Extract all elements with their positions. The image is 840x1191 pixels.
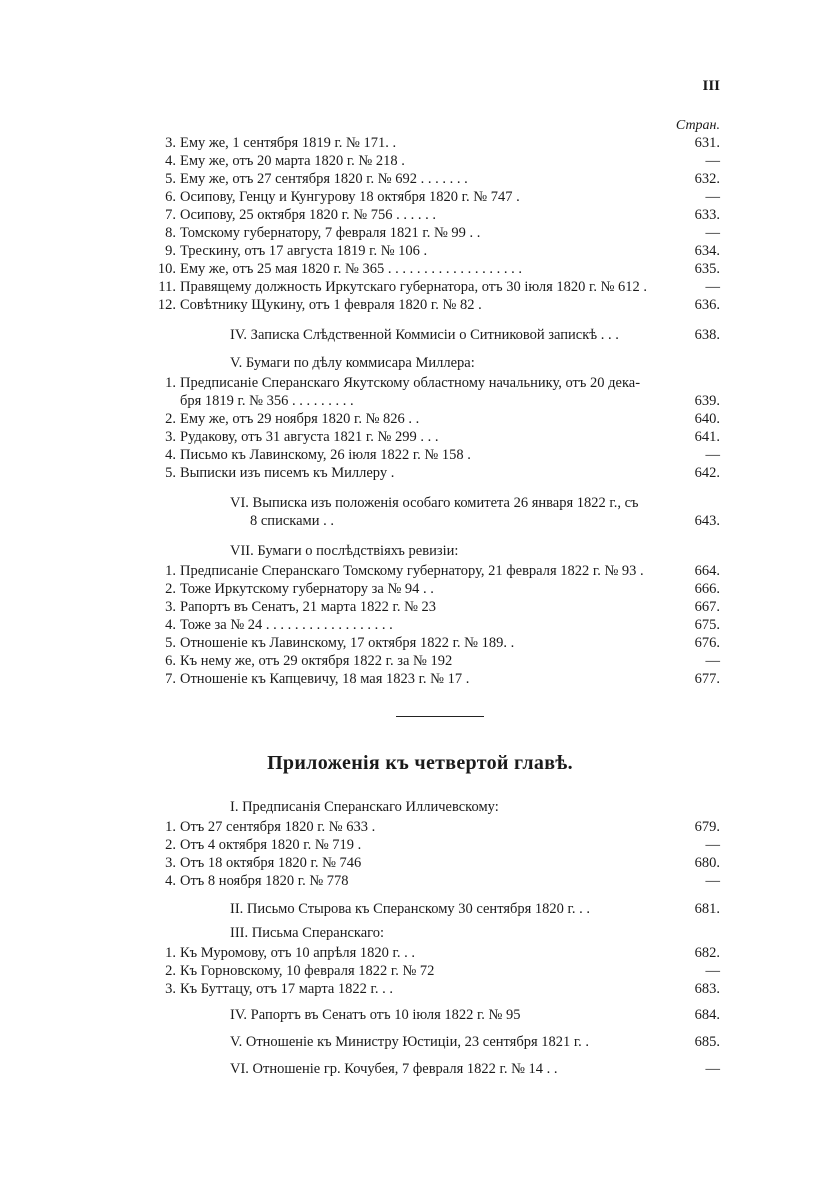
toc-entry [150, 818, 720, 836]
entry-page: 639. [694, 393, 720, 409]
entry-number: 12. [157, 297, 176, 313]
toc-entry [150, 446, 720, 464]
section-title: I. Предписанія Сперанскаго Илличевскому: [230, 799, 499, 815]
entry-page: — [705, 225, 720, 241]
toc-entry [150, 464, 720, 482]
entry-text: Отъ 18 октября 1820 г. № 746 [180, 855, 362, 871]
entry-number: 5. [165, 635, 176, 651]
entry-number: 3. [165, 135, 176, 151]
toc-ch4-vi [150, 1060, 720, 1078]
entry-page: — [705, 153, 720, 169]
entry-number: 10. [157, 261, 176, 277]
toc-entry [150, 580, 720, 598]
toc-entry [150, 562, 720, 580]
toc-entry [150, 944, 720, 962]
entry-number: 2. [165, 963, 176, 979]
page-number: III [702, 78, 720, 94]
section-title: II. Письмо Стырова къ Сперанскому 30 сентября 1820 г. . . [230, 901, 590, 917]
entry-page: — [705, 189, 720, 205]
toc-entry [150, 374, 720, 392]
entry-page: — [705, 279, 720, 295]
toc-entry [150, 634, 720, 652]
toc-entry [150, 428, 720, 446]
entry-number: 2. [165, 411, 176, 427]
entry-text: Отъ 4 октября 1820 г. № 719 . [180, 837, 362, 853]
entry-page: 684. [694, 1007, 720, 1023]
entry-number: 3. [165, 599, 176, 615]
toc-entry [150, 260, 720, 278]
entry-page: 679. [694, 819, 720, 835]
entry-page: 636. [694, 297, 720, 313]
entry-number: 3. [165, 855, 176, 871]
entry-page: — [705, 1061, 720, 1077]
entry-text: Осипову, Генцу и Кунгурову 18 октября 1820 г. № 747 . [180, 189, 520, 205]
entry-text: Ему же, 1 сентября 1819 г. № 171. . [180, 135, 397, 151]
entry-page: 681. [694, 901, 720, 917]
section-title-continued: 8 списками . . [250, 513, 334, 529]
entry-page: 633. [694, 207, 720, 223]
entry-text: Отъ 8 ноября 1820 г. № 778 [180, 873, 349, 889]
entry-number: 2. [165, 837, 176, 853]
toc-entry [150, 134, 720, 152]
entry-number: 3. [165, 981, 176, 997]
entry-page: 643. [694, 513, 720, 529]
entry-number: 8. [165, 225, 176, 241]
entry-text: бря 1819 г. № 356 . . . . . . . . . [180, 393, 354, 409]
entry-number: 3. [165, 429, 176, 445]
toc-section-v-heading [150, 354, 720, 372]
entry-page: — [705, 837, 720, 853]
entry-number: 6. [165, 189, 176, 205]
entry-page: 634. [694, 243, 720, 259]
toc-entry [150, 170, 720, 188]
entry-number: 9. [165, 243, 176, 259]
entry-number: 1. [165, 563, 176, 579]
section-divider [396, 716, 484, 717]
entry-page: 632. [694, 171, 720, 187]
section-title: IV. Записка Слѣдственной Коммисіи о Ситниковой запискѣ . . . [230, 327, 619, 343]
entry-page: 635. [694, 261, 720, 277]
toc-ch4-iii-heading [150, 924, 720, 942]
entry-text: Тоже Иркутскому губернатору за № 94 . . [180, 581, 434, 597]
entry-page: 675. [694, 617, 720, 633]
entry-text: Отношеніе къ Лавинскому, 17 октября 1822 г. № 189. . [180, 635, 515, 651]
entry-number: 6. [165, 653, 176, 669]
toc-entry [150, 616, 720, 634]
entry-number: 1. [165, 819, 176, 835]
entry-number: 5. [165, 171, 176, 187]
entry-text: Тоже за № 24 . . . . . . . . . . . . . . . . . . [180, 617, 393, 633]
entry-text: Предписаніе Сперанскаго Томскому губернатору, 21 февраля 1822 г. № 93 . [180, 563, 644, 579]
entry-text: Осипову, 25 октября 1820 г. № 756 . . . . . . [180, 207, 436, 223]
entry-text: Ему же, отъ 27 сентября 1820 г. № 692 . . . . . . . [180, 171, 468, 187]
entry-text: Отношеніе къ Капцевичу, 18 мая 1823 г. № 17 . [180, 671, 470, 687]
toc-section-iv [150, 326, 720, 344]
entry-page: — [705, 873, 720, 889]
toc-entry [150, 392, 720, 410]
entry-text: Совѣтнику Щукину, отъ 1 февраля 1820 г. № 82 . [180, 297, 482, 313]
entry-page: 683. [694, 981, 720, 997]
entry-page: 641. [694, 429, 720, 445]
chapter-title: Приложенія къ четвертой главѣ. [267, 752, 573, 774]
toc-ch4-iv [150, 1006, 720, 1024]
entry-text: Отъ 27 сентября 1820 г. № 633 . [180, 819, 376, 835]
toc-entry [150, 962, 720, 980]
entry-number: 4. [165, 153, 176, 169]
page-column-header: Стран. [675, 118, 720, 133]
section-title: III. Письма Сперанскаго: [230, 925, 385, 941]
toc-entry [150, 206, 720, 224]
entry-text: Ему же, отъ 25 мая 1820 г. № 365 . . . . . . . . . . . . . . . . . . . [180, 261, 523, 277]
entry-page: 677. [694, 671, 720, 687]
entry-page: 667. [694, 599, 720, 615]
toc-ch4-i-heading [150, 798, 720, 816]
entry-number: 5. [165, 465, 176, 481]
toc-section-vii-heading [150, 542, 720, 560]
entry-text: Рапортъ въ Сенатъ, 21 марта 1822 г. № 23 [180, 599, 437, 615]
entry-text: Къ Муромову, отъ 10 апрѣля 1820 г. . . [180, 945, 415, 961]
entry-number: 4. [165, 447, 176, 463]
entry-text: Томскому губернатору, 7 февраля 1821 г. № 99 . . [180, 225, 481, 241]
entry-number: 4. [165, 617, 176, 633]
entry-number: 4. [165, 873, 176, 889]
entry-page: 682. [694, 945, 720, 961]
toc-entry [150, 224, 720, 242]
entry-number: 7. [165, 207, 176, 223]
section-title: VI. Отношеніе гр. Кочубея, 7 февраля 1822 г. № 14 . . [230, 1061, 558, 1077]
toc-section-vi-continued [150, 512, 720, 530]
entry-page: 676. [694, 635, 720, 651]
entry-text: Къ Горновскому, 10 февраля 1822 г. № 72 [180, 963, 435, 979]
entry-text: Правящему должность Иркутскаго губернатора, отъ 30 іюля 1820 г. № 612 . [180, 279, 648, 295]
entry-page: 666. [694, 581, 720, 597]
toc-entry [150, 980, 720, 998]
toc-entry [150, 872, 720, 890]
toc-entry [150, 598, 720, 616]
entry-text: Письмо къ Лавинскому, 26 іюля 1822 г. № 158 . [180, 447, 471, 463]
entry-page: 664. [694, 563, 720, 579]
entry-number: 7. [165, 671, 176, 687]
entry-number: 11. [158, 279, 176, 295]
toc-entry [150, 410, 720, 428]
section-title: V. Отношеніе къ Министру Юстиціи, 23 сентября 1821 г. . [230, 1034, 590, 1050]
entry-page: 680. [694, 855, 720, 871]
entry-page: — [705, 963, 720, 979]
entry-text: Къ нему же, отъ 29 октября 1822 г. за № 192 [180, 653, 453, 669]
toc-entry [150, 278, 720, 296]
toc-ch4-v [150, 1033, 720, 1051]
toc-entry [150, 188, 720, 206]
entry-number: 1. [165, 945, 176, 961]
entry-text: Выписки изъ писемъ къ Миллеру . [180, 465, 395, 481]
toc-entry [150, 152, 720, 170]
entry-page: 631. [694, 135, 720, 151]
section-title: VII. Бумаги о послѣдствіяхъ ревизіи: [230, 543, 459, 559]
toc-entry [150, 652, 720, 670]
entry-text: Ему же, отъ 20 марта 1820 г. № 218 . [180, 153, 405, 169]
entry-text: Предписаніе Сперанскаго Якутскому областному начальнику, отъ 20 дека- [180, 375, 641, 391]
toc-entry [150, 296, 720, 314]
toc-entry [150, 836, 720, 854]
entry-page: — [705, 653, 720, 669]
toc-entry [150, 242, 720, 260]
section-title: IV. Рапортъ въ Сенатъ отъ 10 іюля 1822 г. № 95 [230, 1007, 521, 1023]
entry-page: 640. [694, 411, 720, 427]
entry-number: 2. [165, 581, 176, 597]
entry-text: Ему же, отъ 29 ноября 1820 г. № 826 . . [180, 411, 420, 427]
section-title: VI. Выписка изъ положенія особаго комитета 26 января 1822 г., съ [230, 495, 639, 511]
entry-text: Рудакову, отъ 31 августа 1821 г. № 299 . . . [180, 429, 439, 445]
entry-text: Къ Буттацу, отъ 17 марта 1822 г. . . [180, 981, 393, 997]
entry-number: 1. [165, 375, 176, 391]
entry-text: Трескину, отъ 17 августа 1819 г. № 106 . [180, 243, 428, 259]
section-title: V. Бумаги по дѣлу коммисара Миллера: [230, 355, 475, 371]
entry-page: 638. [694, 327, 720, 343]
toc-entry [150, 670, 720, 688]
toc-ch4-ii [150, 900, 720, 918]
entry-page: — [705, 447, 720, 463]
toc-entry [150, 854, 720, 872]
toc-section-vi [150, 494, 720, 512]
entry-page: 642. [694, 465, 720, 481]
entry-page: 685. [694, 1034, 720, 1050]
